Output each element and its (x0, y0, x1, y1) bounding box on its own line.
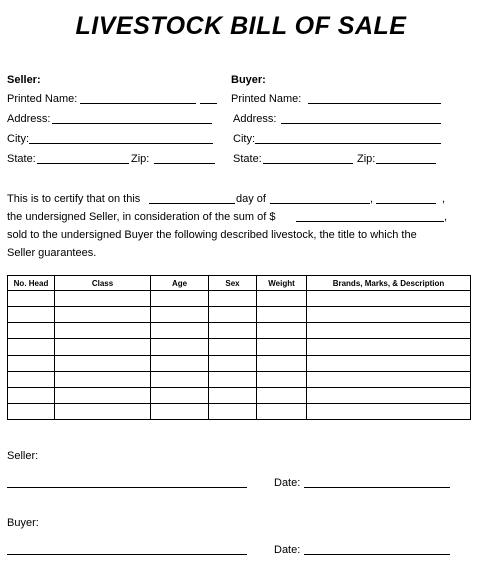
table-cell[interactable] (151, 323, 209, 339)
table-cell[interactable] (8, 371, 55, 387)
buyer-city-field[interactable] (255, 143, 441, 144)
certify-line3-text: sold to the undersigned Buyer the following described livestock, the title to which the (7, 229, 417, 241)
table-cell[interactable] (257, 339, 307, 355)
table-cell[interactable] (151, 371, 209, 387)
table-cell[interactable] (307, 339, 471, 355)
seller-date-label: Date: (274, 477, 301, 489)
column-header-class: Class (55, 276, 151, 291)
certify-day-of-text: day of (236, 193, 266, 205)
livestock-table (7, 275, 471, 420)
certify-year-field[interactable] (376, 203, 436, 204)
certify-comma-3: , (444, 211, 448, 223)
table-row (8, 307, 471, 323)
table-cell[interactable] (209, 291, 257, 307)
buyer-state-field[interactable] (263, 163, 353, 164)
table-cell[interactable] (257, 307, 307, 323)
table-cell[interactable] (307, 387, 471, 403)
certify-comma-2: , (442, 193, 446, 205)
certify-sum-field[interactable] (296, 221, 444, 222)
seller-date-field[interactable] (304, 487, 450, 488)
buyer-date-field[interactable] (304, 554, 450, 555)
table-cell[interactable] (55, 291, 151, 307)
seller-printed-name-field-extension[interactable] (200, 103, 217, 104)
column-header-sex: Sex (209, 276, 257, 291)
buyer-zip-field[interactable] (376, 163, 436, 164)
table-cell[interactable] (257, 323, 307, 339)
table-cell[interactable] (55, 323, 151, 339)
table-cell[interactable] (55, 307, 151, 323)
table-cell[interactable] (307, 403, 471, 419)
buyer-address-label: Address: (233, 113, 277, 125)
seller-printed-name-label: Printed Name: (7, 93, 78, 105)
table-cell[interactable] (307, 307, 471, 323)
table-cell[interactable] (209, 307, 257, 323)
seller-printed-name-field[interactable] (80, 103, 196, 104)
table-cell[interactable] (8, 403, 55, 419)
seller-signature-line[interactable] (7, 487, 247, 488)
table-cell[interactable] (151, 339, 209, 355)
table-cell[interactable] (151, 355, 209, 371)
buyer-city-label: City: (233, 133, 255, 145)
certify-comma-1: , (370, 193, 374, 205)
table-cell[interactable] (307, 323, 471, 339)
seller-zip-field[interactable] (154, 163, 215, 164)
seller-address-field[interactable] (52, 123, 212, 124)
table-cell[interactable] (55, 371, 151, 387)
seller-zip-label: Zip: (131, 153, 150, 165)
seller-address-label: Address: (7, 113, 51, 125)
table-row (8, 371, 471, 387)
table-cell[interactable] (151, 403, 209, 419)
table-row (8, 355, 471, 371)
certify-line1-text: This is to certify that on this (7, 193, 141, 205)
certify-day-field[interactable] (149, 203, 235, 204)
table-row (8, 323, 471, 339)
table-cell[interactable] (55, 355, 151, 371)
buyer-signature-line[interactable] (7, 554, 247, 555)
table-cell[interactable] (307, 291, 471, 307)
buyer-heading: Buyer: (231, 74, 266, 86)
buyer-state-label: State: (233, 153, 262, 165)
buyer-address-field[interactable] (281, 123, 441, 124)
table-cell[interactable] (55, 387, 151, 403)
table-row (8, 291, 471, 307)
table-cell[interactable] (8, 387, 55, 403)
buyer-printed-name-label: Printed Name: (231, 93, 302, 105)
table-row (8, 339, 471, 355)
column-header-age: Age (151, 276, 209, 291)
table-row (8, 387, 471, 403)
table-cell[interactable] (209, 387, 257, 403)
table-cell[interactable] (209, 403, 257, 419)
table-cell[interactable] (209, 339, 257, 355)
table-cell[interactable] (209, 355, 257, 371)
table-cell[interactable] (257, 291, 307, 307)
table-cell[interactable] (307, 371, 471, 387)
table-cell[interactable] (257, 371, 307, 387)
table-cell[interactable] (8, 323, 55, 339)
table-cell[interactable] (307, 355, 471, 371)
seller-city-field[interactable] (29, 143, 213, 144)
buyer-date-label: Date: (274, 544, 301, 556)
buyer-signature-label: Buyer: (7, 517, 39, 529)
column-header-weight: Weight (257, 276, 307, 291)
certify-line2-text: the undersigned Seller, in consideration of the sum of $ (7, 211, 276, 223)
table-cell[interactable] (55, 339, 151, 355)
buyer-zip-label: Zip: (357, 153, 376, 165)
table-cell[interactable] (8, 307, 55, 323)
table-cell[interactable] (151, 291, 209, 307)
seller-city-label: City: (7, 133, 29, 145)
seller-state-label: State: (7, 153, 36, 165)
table-header-row (8, 276, 471, 291)
seller-heading: Seller: (7, 74, 41, 86)
table-cell[interactable] (209, 323, 257, 339)
column-header-no-head: No. Head (8, 276, 55, 291)
table-cell[interactable] (8, 291, 55, 307)
table-cell[interactable] (151, 307, 209, 323)
seller-signature-label: Seller: (7, 450, 39, 462)
table-cell[interactable] (209, 371, 257, 387)
table-cell[interactable] (257, 387, 307, 403)
table-cell[interactable] (55, 403, 151, 419)
table-cell[interactable] (257, 355, 307, 371)
buyer-printed-name-field[interactable] (308, 103, 441, 104)
table-row (8, 403, 471, 419)
table-cell[interactable] (8, 355, 55, 371)
document-title: LIVESTOCK BILL OF SALE (75, 12, 407, 40)
certify-line4-text: Seller guarantees. (7, 247, 97, 259)
column-header-description: Brands, Marks, & Description (307, 276, 471, 291)
certify-month-field[interactable] (270, 203, 370, 204)
table-cell[interactable] (8, 339, 55, 355)
table-cell[interactable] (257, 403, 307, 419)
seller-state-field[interactable] (37, 163, 129, 164)
table-cell[interactable] (151, 387, 209, 403)
